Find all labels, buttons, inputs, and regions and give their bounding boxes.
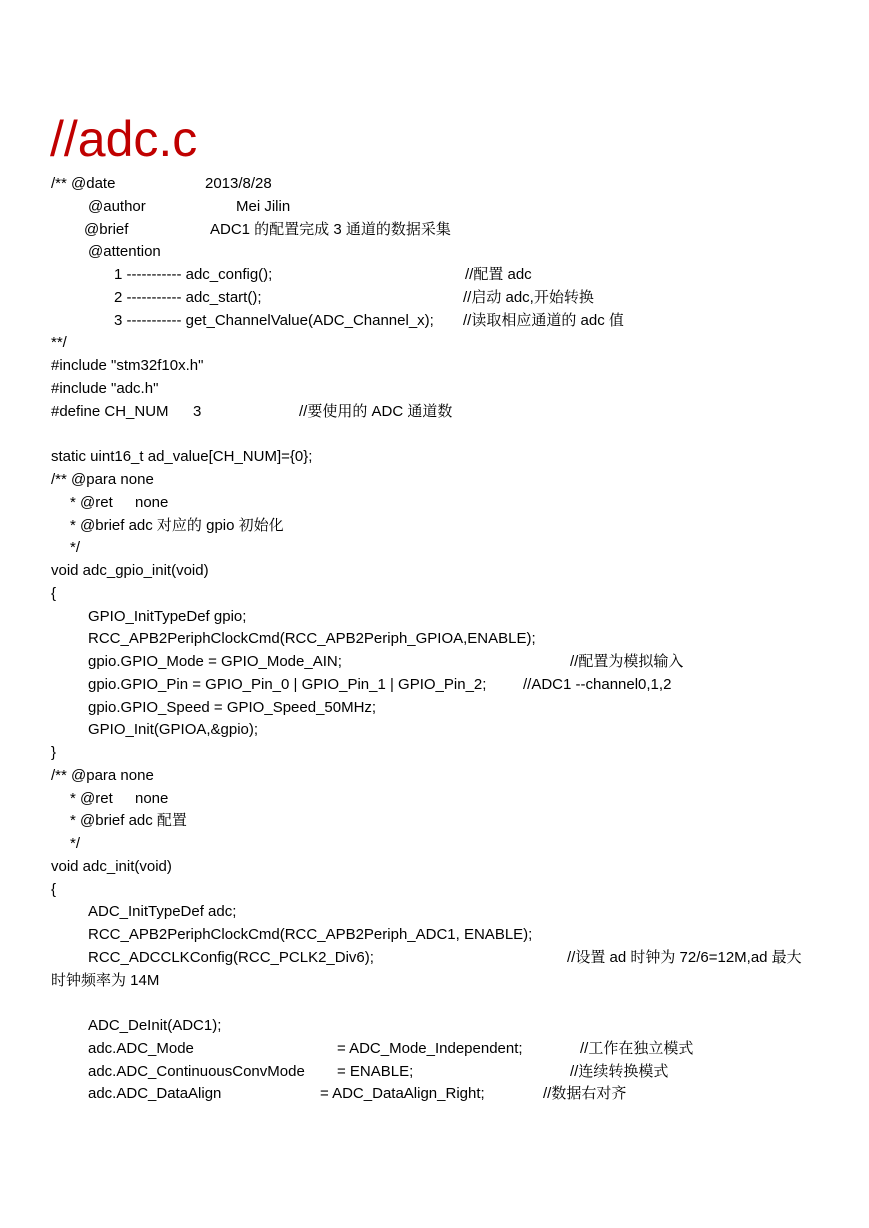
code-line: gpio.GPIO_Speed = GPIO_Speed_50MHz; [88,699,377,716]
code-line-value: ADC1 的配置完成 3 通道的数据采集 [210,221,451,238]
code-line: GPIO_Init(GPIOA,&gpio); [88,721,259,738]
code-line: adc.ADC_ContinuousConvMode [88,1063,305,1080]
code-comment: //配置 adc [465,266,532,283]
code-comment: //数据右对齐 [543,1085,627,1102]
code-line-value: 2013/8/28 [205,175,272,192]
code-line: ADC_InitTypeDef adc; [88,903,237,920]
code-comment: //ADC1 --channel0,1,2 [523,676,672,693]
code-line: { [51,881,57,898]
code-line: adc.ADC_Mode [88,1040,194,1057]
code-comment: //启动 adc,开始转换 [463,289,594,306]
code-line: } [51,744,57,761]
code-comment: //要使用的 ADC 通道数 [299,403,453,420]
code-line-value: Mei Jilin [236,198,291,215]
code-line: 3 ----------- get_ChannelValue(ADC_Channel_x); [114,312,434,329]
code-line: 1 ----------- adc_config(); [114,266,273,283]
code-line: **/ [51,334,67,351]
code-line: /** @para none [51,767,154,784]
code-line: ADC_DeInit(ADC1); [88,1017,222,1034]
code-comment: //读取相应通道的 adc 值 [463,312,624,329]
code-line: 时钟频率为 14M [51,972,160,989]
code-line-value: 3 [193,403,202,420]
code-line: @attention [88,243,161,260]
code-comment: //设置 ad 时钟为 72/6=12M,ad 最大 [567,949,802,966]
code-line-value: = ENABLE; [337,1063,414,1080]
code-line: /** @para none [51,471,154,488]
code-line-value: = ADC_DataAlign_Right; [320,1085,485,1102]
code-line: * @ret [70,494,113,511]
code-line: */ [70,835,81,852]
code-line: adc.ADC_DataAlign [88,1085,222,1102]
code-comment: //配置为模拟输入 [570,653,684,670]
code-line: GPIO_InitTypeDef gpio; [88,608,247,625]
code-line: RCC_ADCCLKConfig(RCC_PCLK2_Div6); [88,949,374,966]
code-line: void adc_init(void) [51,858,172,875]
code-line-value: = ADC_Mode_Independent; [337,1040,523,1057]
code-line: gpio.GPIO_Mode = GPIO_Mode_AIN; [88,653,342,670]
code-line: */ [70,539,81,556]
code-line: 2 ----------- adc_start(); [114,289,262,306]
code-line: RCC_APB2PeriphClockCmd(RCC_APB2Periph_GPIOA,ENABLE); [88,630,536,647]
code-line: * @brief adc 配置 [70,812,187,829]
code-line: @author [88,198,146,215]
code-comment: //连续转换模式 [570,1063,669,1080]
code-line: #include "adc.h" [51,380,159,397]
code-line-value: none [135,494,169,511]
page-title: //adc.c [50,111,198,167]
code-line: #include "stm32f10x.h" [51,357,204,374]
code-line: /** @date [51,175,116,192]
code-line: void adc_gpio_init(void) [51,562,209,579]
code-line: @brief [84,221,129,238]
code-line: * @brief adc 对应的 gpio 初始化 [70,517,284,534]
code-comment: //工作在独立模式 [580,1040,694,1057]
code-line: * @ret [70,790,113,807]
code-line: { [51,585,57,602]
code-line: static uint16_t ad_value[CH_NUM]={0}; [51,448,313,465]
code-line: #define CH_NUM [51,403,169,420]
code-line-value: none [135,790,169,807]
code-line: RCC_APB2PeriphClockCmd(RCC_APB2Periph_ADC1, ENABLE); [88,926,533,943]
code-line: gpio.GPIO_Pin = GPIO_Pin_0 | GPIO_Pin_1 | GPIO_Pin_2; [88,676,487,693]
